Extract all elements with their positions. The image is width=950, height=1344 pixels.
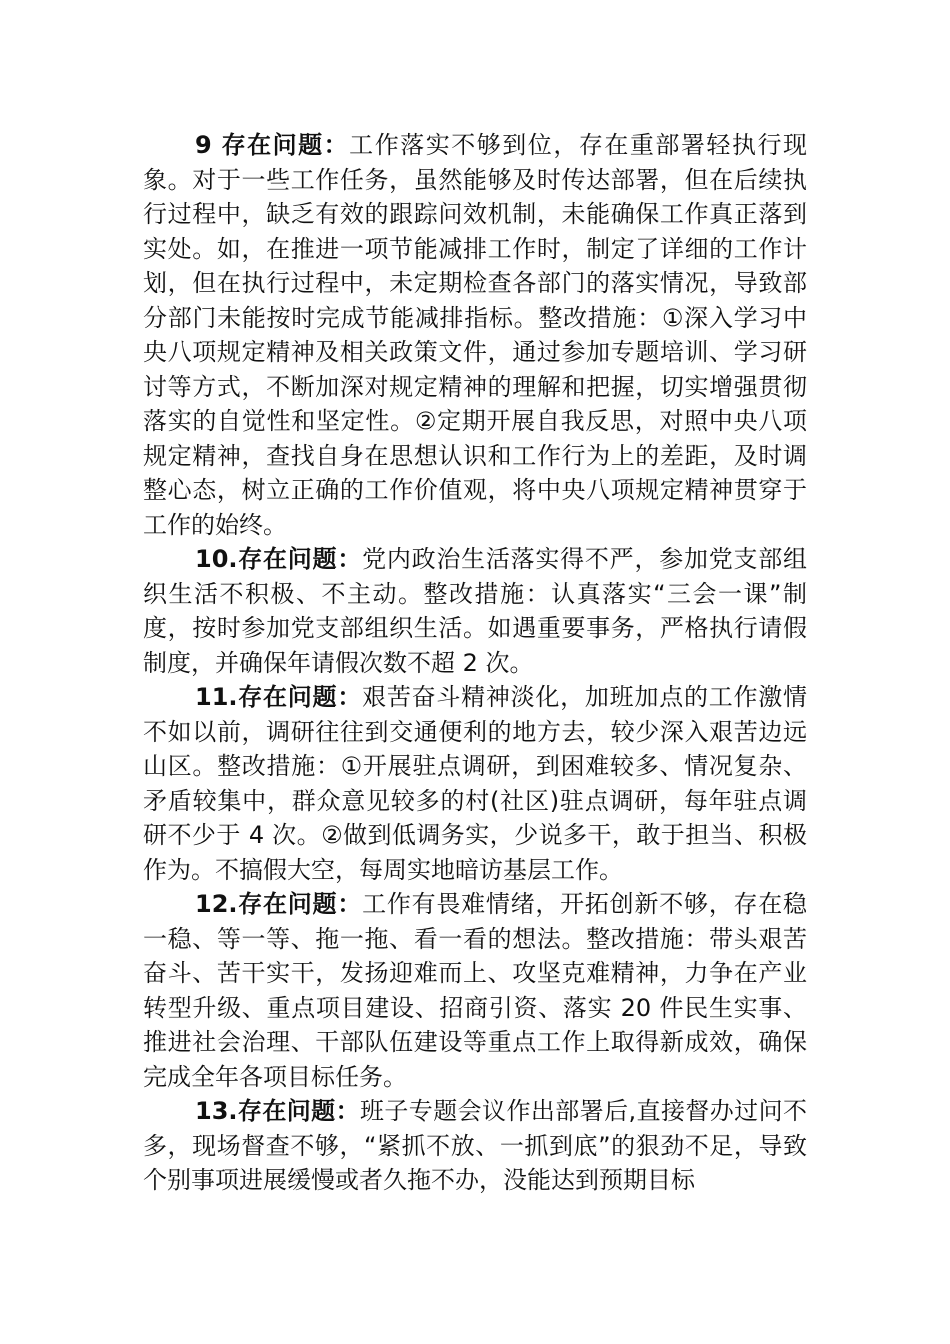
- paragraph-item-12: [143, 887, 807, 1094]
- paragraph-text: 班子专题会议作出部署后,直接督办过问不多，现场督查不够，“紧抓不放、一抓到底”的狠劲不足，导致个别事项进展缓慢或者久拖不办，没能达到预期目标: [143, 1097, 807, 1194]
- paragraph-item-10: [143, 542, 807, 680]
- paragraph-text: 艰苦奋斗精神淡化，加班加点的工作激情不如以前，调研往往到交通便利的地方去，较少深入艰苦边远山区。整改措施：①开展驻点调研，到困难较多、情况复杂、矛盾较集中，群众意见较多的村(社区)驻点调研，每年驻点调研不少于 4 次。②做到低调务实，少说多干，敢于担当、积极作为。不搞假大空，每周实地暗访基层工作。: [143, 683, 808, 884]
- paragraph-item-13: [143, 1094, 807, 1198]
- paragraph-heading: 10.存在问题：: [195, 545, 363, 573]
- document-body: [143, 128, 807, 1198]
- paragraph-heading: 13.存在问题：: [195, 1097, 360, 1125]
- paragraph-heading: 12.存在问题：: [195, 890, 363, 918]
- paragraph-text: 工作落实不够到位，存在重部署轻执行现象。对于一些工作任务，虽然能够及时传达部署，但在后续执行过程中，缺乏有效的跟踪问效机制，未能确保工作真正落到实处。如，在推进一项节能减排工作时，制定了详细的工作计划，但在执行过程中，未定期检查各部门的落实情况，导致部分部门未能按时完成节能减排指标。整改措施：①深入学习中央八项规定精神及相关政策文件，通过参加专题培训、学习研讨等方式，不断加深对规定精神的理解和把握，切实增强贯彻落实的自觉性和坚定性。②定期开展自我反思，对照中央八项规定精神，查找自身在思想认识和工作行为上的差距，及时调整心态，树立正确的工作价值观，将中央八项规定精神贯穿于工作的始终。: [143, 131, 807, 539]
- paragraph-heading: 9 存在问题：: [195, 131, 350, 159]
- paragraph-text: 工作有畏难情绪，开拓创新不够，存在稳一稳、等一等、拖一拖、看一看的想法。整改措施：带头艰苦奋斗、苦干实干，发扬迎难而上、攻坚克难精神，力争在产业转型升级、重点项目建设、招商引资、落实 20 件民生实事、推进社会治理、干部队伍建设等重点工作上取得新成效，确保完成全年各项目标任务。: [143, 890, 808, 1091]
- paragraph-text: 党内政治生活落实得不严，参加党支部组织生活不积极、不主动。整改措施：认真落实“三会一课”制度，按时参加党支部组织生活。如遇重要事务，严格执行请假制度，并确保年请假次数不超 2 次。: [143, 545, 808, 677]
- paragraph-item-11: [143, 680, 807, 887]
- paragraph-heading: 11.存在问题：: [195, 683, 363, 711]
- paragraph-item-9: [143, 128, 807, 542]
